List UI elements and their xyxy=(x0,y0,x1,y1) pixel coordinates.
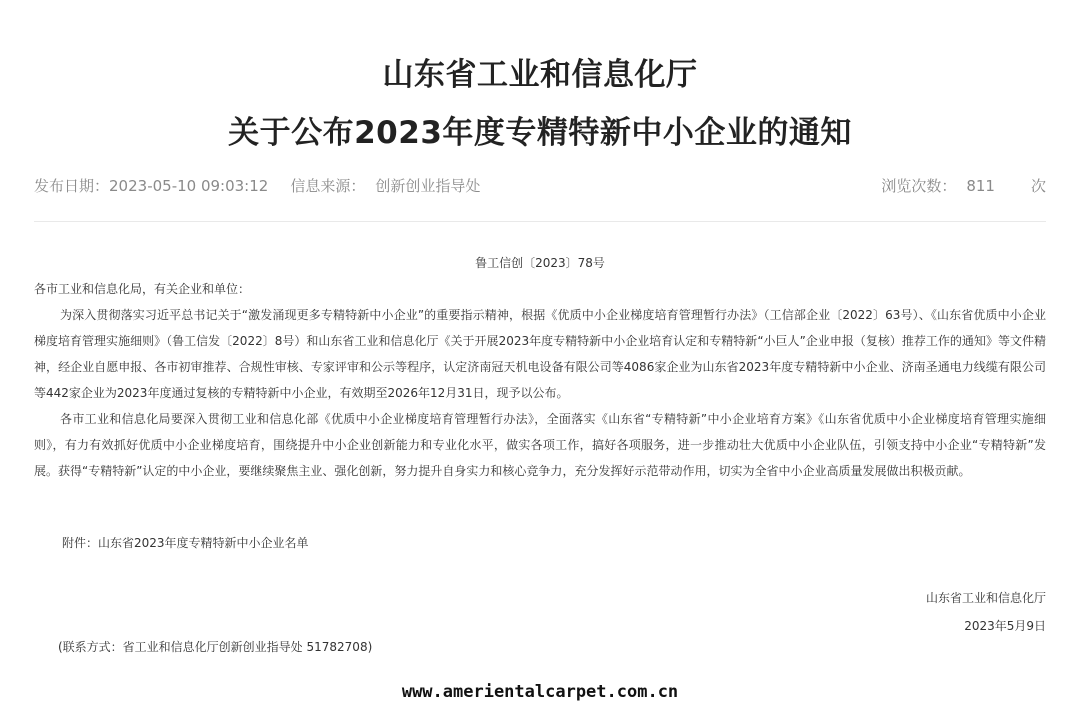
paragraph-1: 为深入贯彻落实习近平总书记关于“激发涌现更多专精特新中小企业”的重要指示精神，根据《优质中小企业梯度培育管理暂行办法》（工信部企业〔2022〕63号）、《山东省优质中小企业梯度培育管理实施细则》（鲁工信发〔2022〕8号）和山东省工业和信息化厅《关于开展2023年度专精特新中小企业培育认定和专精特新“小巨人”企业申报（复核）推荐工作的通知》等文件精神，经企业自愿申报、各市初审推荐、合规性审核、专家评审和公示等程序，认定济南冠天机电设备有限公司等4086家企业为山东省2023年度专精特新中小企业、济南圣通电力线缆有限公司等442家企业为2023年度通过复核的专精特新中小企业，有效期至2026年12月31日，现予以公布。 xyxy=(34,308,1046,400)
attachment-link[interactable]: 附件：山东省2023年度专精特新中小企业名单 xyxy=(62,536,309,550)
divider xyxy=(34,221,1046,222)
source-label: 信息来源： xyxy=(290,177,366,195)
paragraph-2: 各市工业和信息化局要深入贯彻工业和信息化部《优质中小企业梯度培育管理暂行办法》，全面落实《山东省“专精特新”中小企业培育方案》《山东省优质中小企业梯度培育管理实施细则》，有力有效抓好优质中小企业梯度培育，围绕提升中小企业创新能力和专业化水平，做实各项工作，搞好各项服务，进一步推动壮大优质中小企业队伍，引领支持中小企业“专精特新”发展。获得“专精特新”认定的中小企业，要继续聚焦主业、强化创新，努力提升自身实力和核心竞争力，充分发挥好示范带动作用，切实为全省中小企业高质量发展做出积极贡献。 xyxy=(34,412,1046,478)
publish-date-value: 2023-05-10 09:03:12 xyxy=(109,177,269,195)
title-line-1: 山东省工业和信息化厅 xyxy=(382,57,698,93)
signature-block xyxy=(926,584,1046,640)
meta-right xyxy=(881,175,1046,196)
watermark-url: www.ameriental​carpet.com.cn xyxy=(401,682,679,702)
views-count: 811 xyxy=(966,177,995,195)
views-unit: 次 xyxy=(1030,177,1046,195)
title-line-2: 关于公布2023年度专精特新中小企业的通知 xyxy=(228,115,852,151)
views-label: 浏览次数： xyxy=(881,177,957,195)
document-body xyxy=(34,276,1046,484)
page-title xyxy=(0,46,1080,162)
meta-row xyxy=(34,172,1046,198)
publish-date-label: 发布日期： xyxy=(34,177,110,195)
meta-left xyxy=(34,175,480,196)
signature-org: 山东省工业和信息化厅 xyxy=(925,591,1046,605)
source-value: 创新创业指导处 xyxy=(375,177,481,195)
contact-info: (联系方式：省工业和信息化厅创新创业指导处 51782708) xyxy=(58,640,373,654)
signature-date: 2023年5月9日 xyxy=(964,619,1046,633)
document-number: 鲁工信创〔2023〕78号 xyxy=(475,256,605,270)
salutation: 各市工业和信息化局，有关企业和单位： xyxy=(34,282,251,296)
